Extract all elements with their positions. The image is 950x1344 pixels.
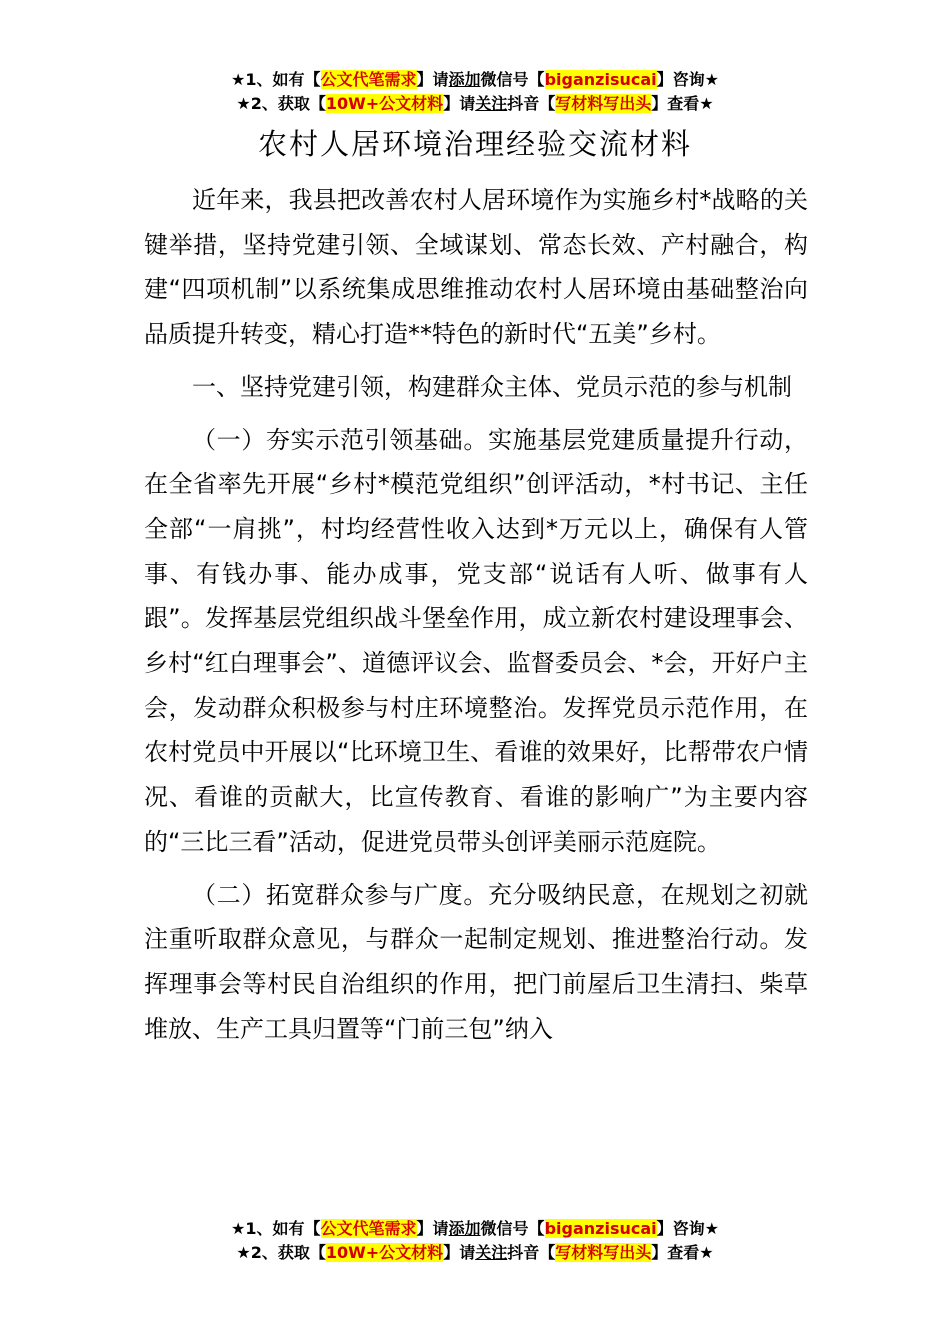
top-promo-banner xyxy=(0,68,950,116)
bottom-promo-banner xyxy=(0,1217,950,1265)
subsection-paragraph-2: （二）拓宽群众参与广度。充分吸纳民意，在规划之初就注重听取群众意见，与群众一起制定规划、推进整治行动。发挥理事会等村民自治组织的作用，把门前屋后卫生清扫、柴草堆放、生产工具归置等“门前三包”纳入 xyxy=(144,880,808,1043)
promo-line-2: ★2、获取【10W+公文材料】请关注抖音【写材料写出头】查看★ xyxy=(236,1243,714,1262)
promo-highlight-materials: 10W+公文材料 xyxy=(325,94,444,113)
intro-paragraph: 近年来，我县把改善农村人居环境作为实施乡村*战略的关键举措，坚持党建引领、全域谋划、常态长效、产村融合，构建“四项机制”以系统集成思维推动农村人居环境由基础整治向品质提升转变，精心打造**特色的新时代“五美”乡村。 xyxy=(144,186,808,349)
document-title: 农村人居环境治理经验交流材料 xyxy=(257,127,692,161)
promo-highlight-douyin: 写材料写出头 xyxy=(555,1243,652,1262)
promo-line-1: ★1、如有【公文代笔需求】请添加微信号【biganzisucai】咨询★ xyxy=(231,1219,719,1238)
document-body xyxy=(144,178,808,1059)
promo-highlight-materials: 10W+公文材料 xyxy=(325,1243,444,1262)
promo-highlight-service: 公文代笔需求 xyxy=(320,70,417,89)
promo-highlight-service: 公文代笔需求 xyxy=(320,1219,417,1238)
promo-line-2: ★2、获取【10W+公文材料】请关注抖音【写材料写出头】查看★ xyxy=(236,94,714,113)
promo-highlight-douyin: 写材料写出头 xyxy=(555,94,652,113)
promo-line-1: ★1、如有【公文代笔需求】请添加微信号【biganzisucai】咨询★ xyxy=(231,70,719,89)
promo-highlight-wechat: biganzisucai xyxy=(544,70,657,89)
section-heading-1: 一、坚持党建引领，构建群众主体、党员示范的参与机制 xyxy=(192,372,792,401)
subsection-paragraph-1: （一）夯实示范引领基础。实施基层党建质量提升行动，在全省率先开展“乡村*模范党组织”创评活动，*村书记、主任全部“一肩挑”，村均经营性收入达到*万元以上，确保有人管事、有钱办事、能办成事，党支部“说话有人听、做事有人跟”。发挥基层党组织战斗堡垒作用，成立新农村建设理事会、乡村“红白理事会”、道德评议会、监督委员会、*会，开好户主会，发动群众积极参与村庄环境整治。发挥党员示范作用，在农村党员中开展以“比环境卫生、看谁的效果好，比帮带农户情况、看谁的贡献大，比宣传教育、看谁的影响广”为主要内容的“三比三看”活动，促进党员带头创评美丽示范庭院。 xyxy=(144,425,808,856)
promo-highlight-wechat: biganzisucai xyxy=(544,1219,657,1238)
